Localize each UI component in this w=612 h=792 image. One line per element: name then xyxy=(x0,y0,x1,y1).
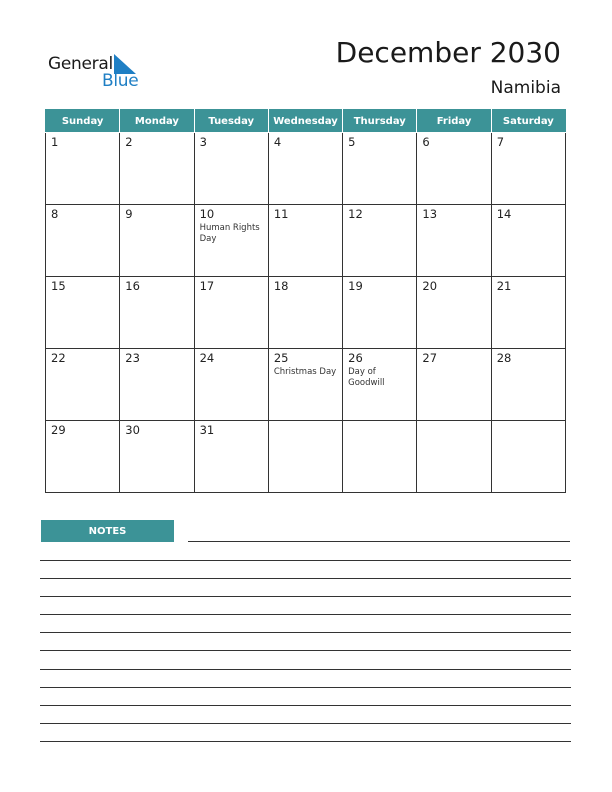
calendar-day-cell xyxy=(46,349,120,421)
day-number: 4 xyxy=(273,135,282,149)
day-number: 21 xyxy=(496,279,512,293)
calendar-grid xyxy=(45,109,566,493)
calendar-day-cell xyxy=(417,133,491,205)
calendar-day-cell xyxy=(120,421,194,493)
holiday-label: Day of Goodwill xyxy=(348,367,385,388)
day-number: 1 xyxy=(51,135,59,149)
day-number: 8 xyxy=(51,207,59,221)
calendar-day-cell xyxy=(491,133,565,205)
day-number: 11 xyxy=(273,207,289,221)
calendar-day-cell xyxy=(46,133,120,205)
calendar-day-cell xyxy=(268,133,342,205)
calendar-day-cell xyxy=(268,349,342,421)
note-line xyxy=(40,578,571,579)
calendar-day-cell xyxy=(46,421,120,493)
day-number: 2 xyxy=(125,135,133,149)
calendar-day-cell xyxy=(194,205,268,277)
day-number: 13 xyxy=(422,207,438,221)
calendar-day-cell xyxy=(194,349,268,421)
weekday-header: Friday xyxy=(417,110,491,133)
note-line xyxy=(40,687,571,688)
day-number: 31 xyxy=(199,423,215,437)
holiday-label: Human Rights Day xyxy=(199,223,260,244)
note-line xyxy=(40,614,571,615)
day-number: 24 xyxy=(199,351,215,365)
note-line xyxy=(40,723,571,724)
calendar-day-cell xyxy=(491,349,565,421)
note-line xyxy=(188,541,570,542)
weekday-header: Thursday xyxy=(343,110,417,133)
calendar-day-cell xyxy=(417,205,491,277)
calendar-table xyxy=(45,109,566,493)
calendar-week-row xyxy=(46,349,566,421)
calendar-day-cell xyxy=(194,421,268,493)
calendar-day-cell xyxy=(343,133,417,205)
note-line xyxy=(40,705,571,706)
calendar-day-cell xyxy=(343,277,417,349)
logo-text-blue: Blue xyxy=(102,71,139,91)
calendar-day-cell xyxy=(46,277,120,349)
calendar-day-cell xyxy=(343,205,417,277)
calendar-day-cell xyxy=(491,421,565,493)
weekday-header-row xyxy=(46,110,566,133)
country-name: Namibia xyxy=(490,78,561,98)
generalblue-logo xyxy=(48,52,148,92)
weekday-header: Tuesday xyxy=(194,110,268,133)
notes-tab: NOTES xyxy=(41,520,174,542)
weekday-header: Monday xyxy=(120,110,194,133)
calendar-week-row xyxy=(46,277,566,349)
day-number: 28 xyxy=(496,351,512,365)
weekday-header: Saturday xyxy=(491,110,565,133)
day-number: 20 xyxy=(422,279,438,293)
day-number: 6 xyxy=(422,135,430,149)
note-line xyxy=(40,596,571,597)
calendar-day-cell xyxy=(268,277,342,349)
day-number: 12 xyxy=(348,207,363,221)
day-number: 16 xyxy=(125,279,140,293)
page-title: December 2030 xyxy=(335,36,561,69)
day-number: 7 xyxy=(496,135,505,149)
calendar-day-cell xyxy=(120,133,194,205)
day-number: 22 xyxy=(51,351,66,365)
note-line xyxy=(40,560,571,561)
day-number: 19 xyxy=(348,279,363,293)
calendar-week-row xyxy=(46,133,566,205)
calendar-day-cell xyxy=(491,277,565,349)
day-number: 18 xyxy=(273,279,289,293)
day-number: 15 xyxy=(51,279,66,293)
day-number: 9 xyxy=(125,207,133,221)
day-number: 17 xyxy=(199,279,215,293)
calendar-day-cell xyxy=(120,277,194,349)
calendar-day-cell xyxy=(194,133,268,205)
day-number: 25 xyxy=(273,351,289,365)
calendar-day-cell xyxy=(120,205,194,277)
day-number: 5 xyxy=(348,135,356,149)
calendar-day-cell xyxy=(417,421,491,493)
day-number: 30 xyxy=(125,423,140,437)
calendar-day-cell xyxy=(46,205,120,277)
calendar-day-cell xyxy=(268,421,342,493)
calendar-week-row xyxy=(46,205,566,277)
calendar-day-cell xyxy=(417,349,491,421)
calendar-day-cell xyxy=(343,349,417,421)
calendar-day-cell xyxy=(194,277,268,349)
calendar-day-cell xyxy=(491,205,565,277)
note-line xyxy=(40,741,571,742)
weekday-header: Wednesday xyxy=(268,110,342,133)
day-number: 26 xyxy=(348,351,363,365)
day-number: 3 xyxy=(199,135,207,149)
calendar-day-cell xyxy=(120,349,194,421)
calendar-day-cell xyxy=(417,277,491,349)
day-number: 10 xyxy=(199,207,215,221)
weekday-header: Sunday xyxy=(46,110,120,133)
calendar-day-cell xyxy=(343,421,417,493)
note-line xyxy=(40,650,571,651)
day-number: 29 xyxy=(51,423,66,437)
note-line xyxy=(40,632,571,633)
logo-text-general: General xyxy=(48,54,113,74)
calendar-week-row xyxy=(46,421,566,493)
holiday-label: Christmas Day xyxy=(273,367,337,377)
note-line xyxy=(40,669,571,670)
calendar-day-cell xyxy=(268,205,342,277)
day-number: 14 xyxy=(496,207,512,221)
day-number: 27 xyxy=(422,351,438,365)
day-number: 23 xyxy=(125,351,140,365)
